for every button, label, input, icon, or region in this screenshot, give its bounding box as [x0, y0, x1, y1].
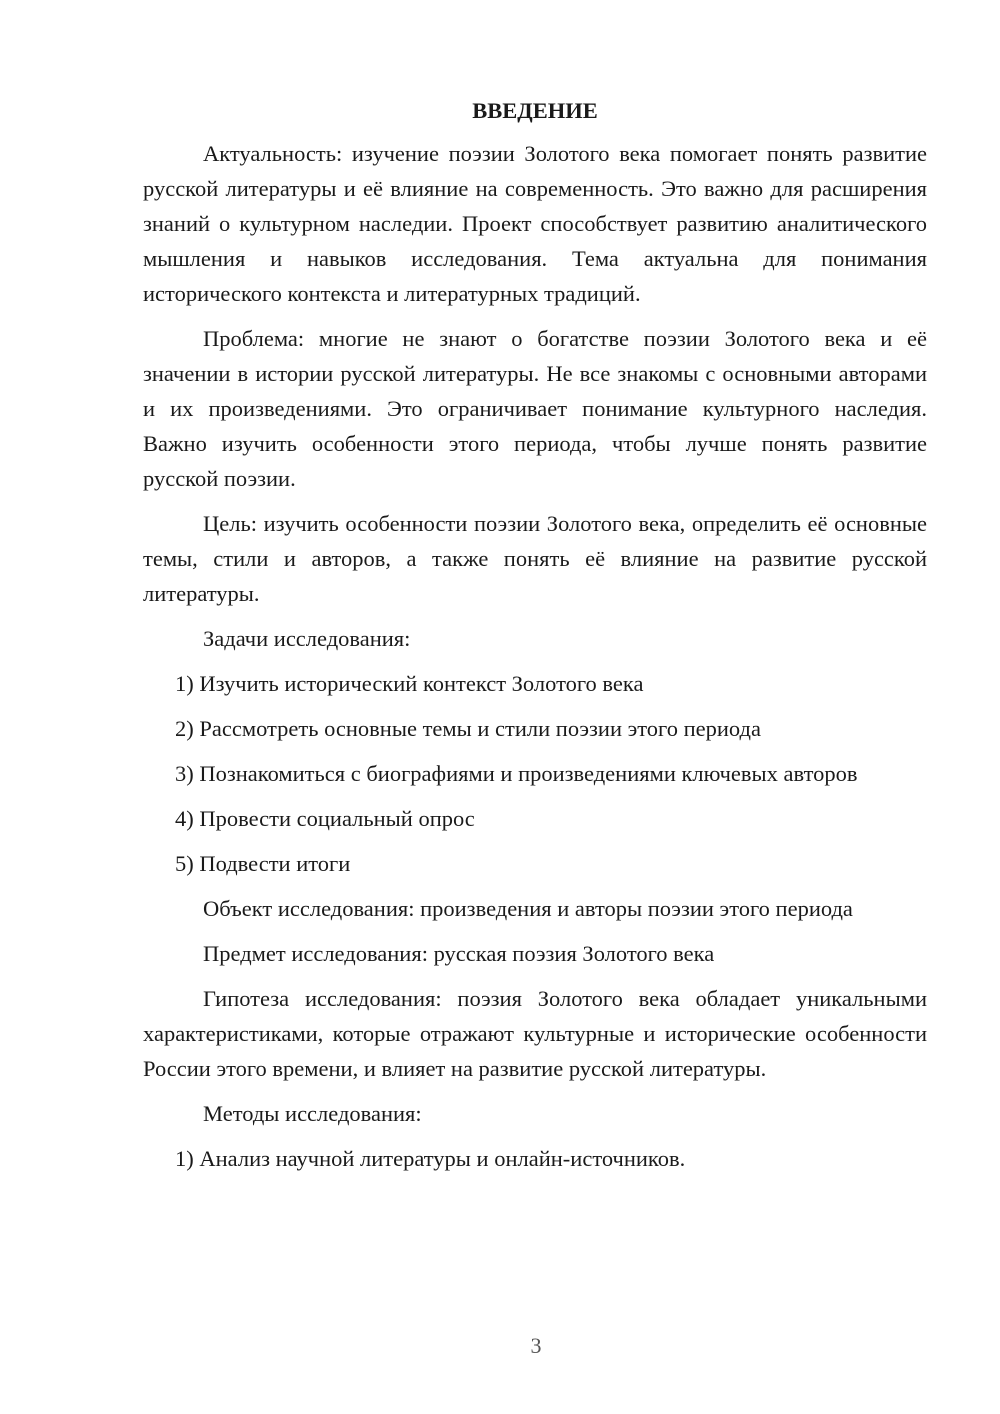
research-subject: Предмет исследования: русская поэзия Золотого века [203, 941, 715, 966]
problem-paragraph: Проблема: многие не знают о богатстве поэзии Золотого века и её значении в истории русской литературы. Не все знакомы с основными авторами и их произведениями. Это ограничивает понимание культурного наследия. Важно изучить особенности этого периода, чтобы лучше понять развитие русской поэзии. [143, 326, 927, 491]
task-item: 1) Изучить исторический контекст Золотого века [175, 671, 644, 696]
page-number: 3 [530, 1333, 542, 1358]
task-item: 3) Познакомиться с биографиями и произведениями ключевых авторов [175, 761, 858, 786]
method-item: 1) Анализ научной литературы и онлайн-источников. [175, 1146, 686, 1171]
task-item: 5) Подвести итоги [175, 851, 351, 876]
tasks-heading: Задачи исследования: [203, 626, 411, 651]
relevance-paragraph: Актуальность: изучение поэзии Золотого века помогает понять развитие русской литературы и её влияние на современность. Это важно для расширения знаний о культурном наследии. Проект способствует развитию аналитического мышления и навыков исследования. Тема актуальна для понимания исторического контекста и литературных традиций. [143, 141, 927, 306]
document-page [143, 96, 927, 1186]
hypothesis-paragraph: Гипотеза исследования: поэзия Золотого века обладает уникальными характеристиками, которые отражают культурные и исторические особенности России этого времени, и влияет на развитие русской литературы. [143, 986, 927, 1081]
methods-heading: Методы исследования: [203, 1101, 422, 1126]
research-object: Объект исследования: произведения и авторы поэзии этого периода [203, 896, 853, 921]
task-item: 2) Рассмотреть основные темы и стили поэзии этого периода [175, 716, 761, 741]
goal-paragraph: Цель: изучить особенности поэзии Золотого века, определить её основные темы, стили и авторов, а также понять её влияние на развитие русской литературы. [143, 511, 927, 606]
task-item: 4) Провести социальный опрос [175, 806, 475, 831]
section-title: ВВЕДЕНИЕ [472, 98, 598, 123]
